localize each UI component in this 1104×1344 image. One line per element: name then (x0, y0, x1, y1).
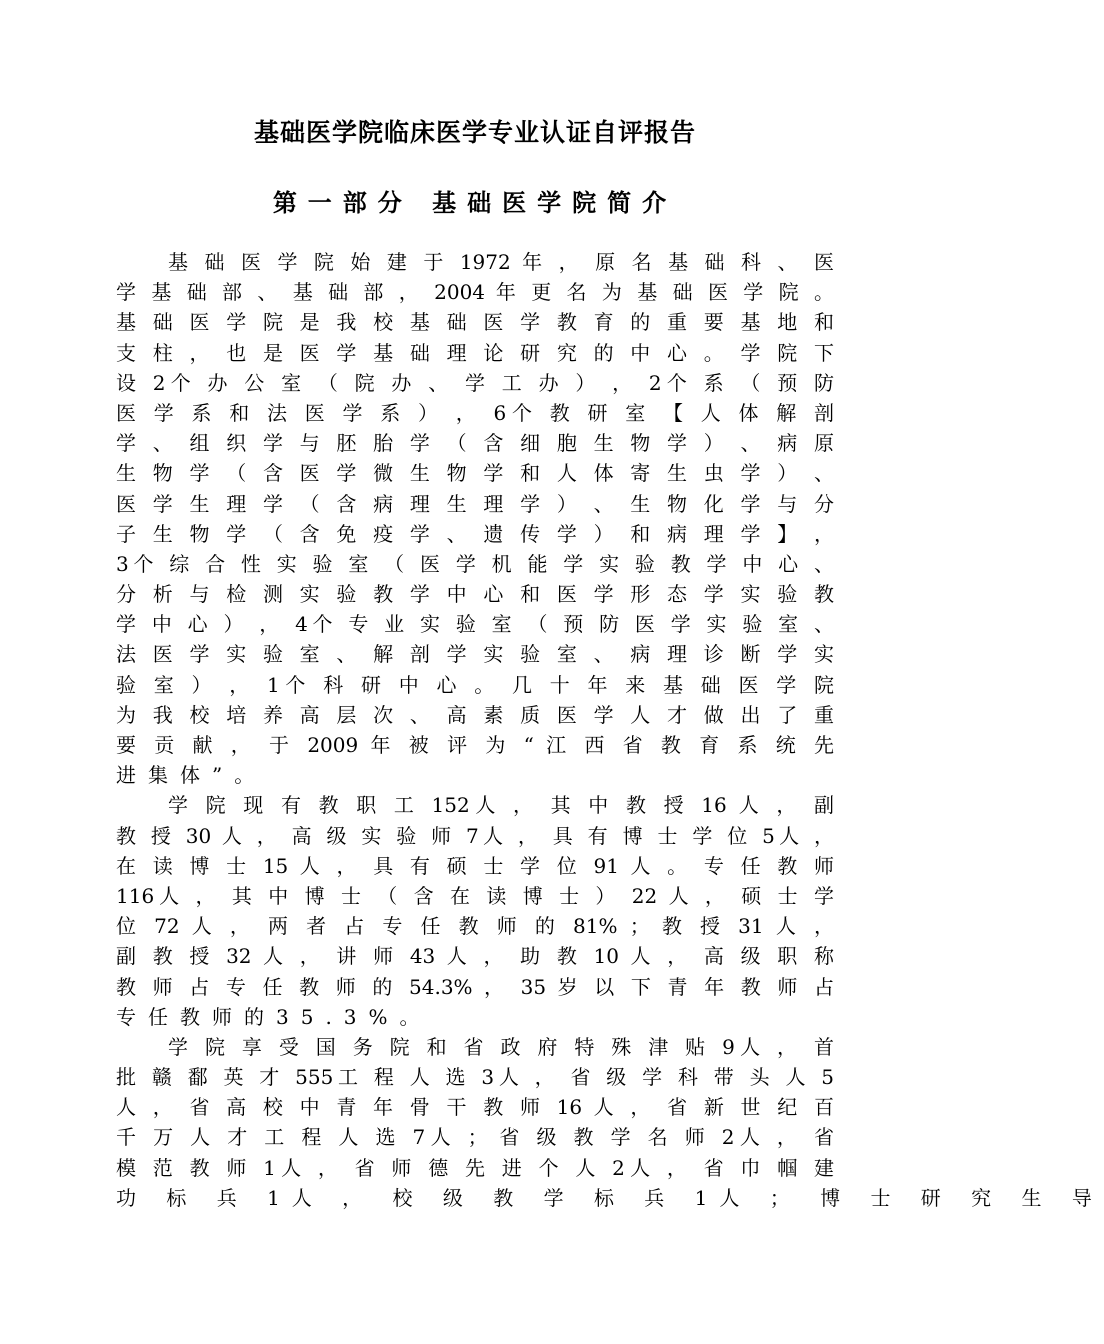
text-line: 116人 ， 其 中 博 士 （ 含 在 读 博 士 ） 22 人 ， 硕 士 学 (116, 883, 834, 908)
text-line: 学 院 现 有 教 职 工 152人 ， 其 中 教 授 16 人 ， 副 (168, 793, 834, 818)
text-line: 3个 综 合 性 实 验 室 （ 医 学 机 能 学 实 验 教 学 中 心 、 (116, 551, 834, 576)
text-line: 医 学 生 理 学 （ 含 病 理 生 理 学 ） 、 生 物 化 学 与 分 (116, 491, 834, 516)
text-line: 设 2个 办 公 室 （ 院 办 、 学 工 办 ） ， 2个 系 （ 预 防 (116, 370, 834, 395)
text-line: 模 范 教 师 1人 ， 省 师 德 先 进 个 人 2人 ， 省 巾 帼 建 (116, 1155, 834, 1180)
text-line: 位 72 人 ， 两 者 占 专 任 教 师 的 81% ； 教 授 31 人 ， (116, 914, 834, 939)
text-line: 基 础 医 学 院 始 建 于 1972 年 ， 原 名 基 础 科 、 医 (168, 250, 834, 274)
text-line: 进集体”。 (116, 763, 267, 788)
text-line: 支 柱 ， 也 是 医 学 基 础 理 论 研 究 的 中 心 。 学 院 下 (116, 340, 834, 365)
text-line: 学 基 础 部 、 基 础 部 ， 2004 年 更 名 为 基 础 医 学 院 。 (116, 280, 834, 305)
paragraph (116, 790, 834, 1032)
body-text (116, 247, 1104, 1213)
text-line: 为 我 校 培 养 高 层 次 、 高 素 质 医 学 人 才 做 出 了 重 (116, 702, 834, 727)
text-line: 医 学 系 和 法 医 学 系 ） ， 6个 教 研 室 【 人 体 解 剖 (116, 400, 834, 425)
document-title: 基础医学院临床医学专业认证自评报告 (253, 118, 696, 147)
text-line: 学 中 心 ） ， 4个 专 业 实 验 室 （ 预 防 医 学 实 验 室 、 (116, 612, 834, 637)
paragraph (116, 1032, 1104, 1213)
text-line: 基 础 医 学 院 是 我 校 基 础 医 学 教 育 的 重 要 基 地 和 (116, 310, 834, 335)
text-line: 功 标 兵 1人 ， 校 级 教 学 标 兵 1人 ； 博 士 研 究 生 导 (116, 1185, 1104, 1210)
text-line: 在 读 博 士 15 人 ， 具 有 硕 士 学 位 91 人 。 专 任 教 师 (116, 853, 834, 878)
text-line: 教 师 占 专 任 教 师 的 54.3% ， 35 岁 以 下 青 年 教 师 占 (116, 974, 834, 999)
text-line: 人 ， 省 高 校 中 青 年 骨 干 教 师 16 人 ， 省 新 世 纪 百 (116, 1095, 834, 1120)
text-line: 生 物 学 （ 含 医 学 微 生 物 学 和 人 体 寄 生 虫 学 ） 、 (116, 461, 834, 486)
text-line: 验 室 ） ， 1个 科 研 中 心 。 几 十 年 来 基 础 医 学 院 (116, 672, 834, 697)
text-line: 教 授 30 人 ， 高 级 实 验 师 7人 ， 具 有 博 士 学 位 5人 ， (116, 823, 834, 848)
text-line: 副 教 授 32 人 ， 讲 师 43 人 ， 助 教 10 人 ， 高 级 职 称 (116, 944, 834, 969)
text-line: 子 生 物 学 （ 含 免 疫 学 、 遗 传 学 ） 和 病 理 学 】 ， (116, 521, 834, 546)
text-line: 法 医 学 实 验 室 、 解 剖 学 实 验 室 、 病 理 诊 断 学 实 (116, 642, 834, 667)
text-line: 专任教师的35.3%。 (116, 1004, 432, 1029)
text-line: 千 万 人 才 工 程 人 选 7人 ； 省 级 教 学 名 师 2人 ， 省 (116, 1125, 834, 1150)
text-line: 要 贡 献 ， 于 2009 年 被 评 为 “ 江 西 省 教 育 系 统 先 (116, 733, 834, 757)
text-line: 学 院 享 受 国 务 院 和 省 政 府 特 殊 津 贴 9人 ， 首 (168, 1034, 834, 1059)
section-title: 第一部分 基础医学院简介 (272, 188, 678, 217)
text-line: 批 赣 鄱 英 才 555工 程 人 选 3人 ， 省 级 学 科 带 头 人 5 (116, 1065, 834, 1090)
text-line: 分 析 与 检 测 实 验 教 学 中 心 和 医 学 形 态 学 实 验 教 (116, 582, 834, 607)
paragraph (116, 247, 834, 790)
text-line: 学 、 组 织 学 与 胚 胎 学 （ 含 细 胞 生 物 学 ） 、 病 原 (116, 431, 834, 456)
